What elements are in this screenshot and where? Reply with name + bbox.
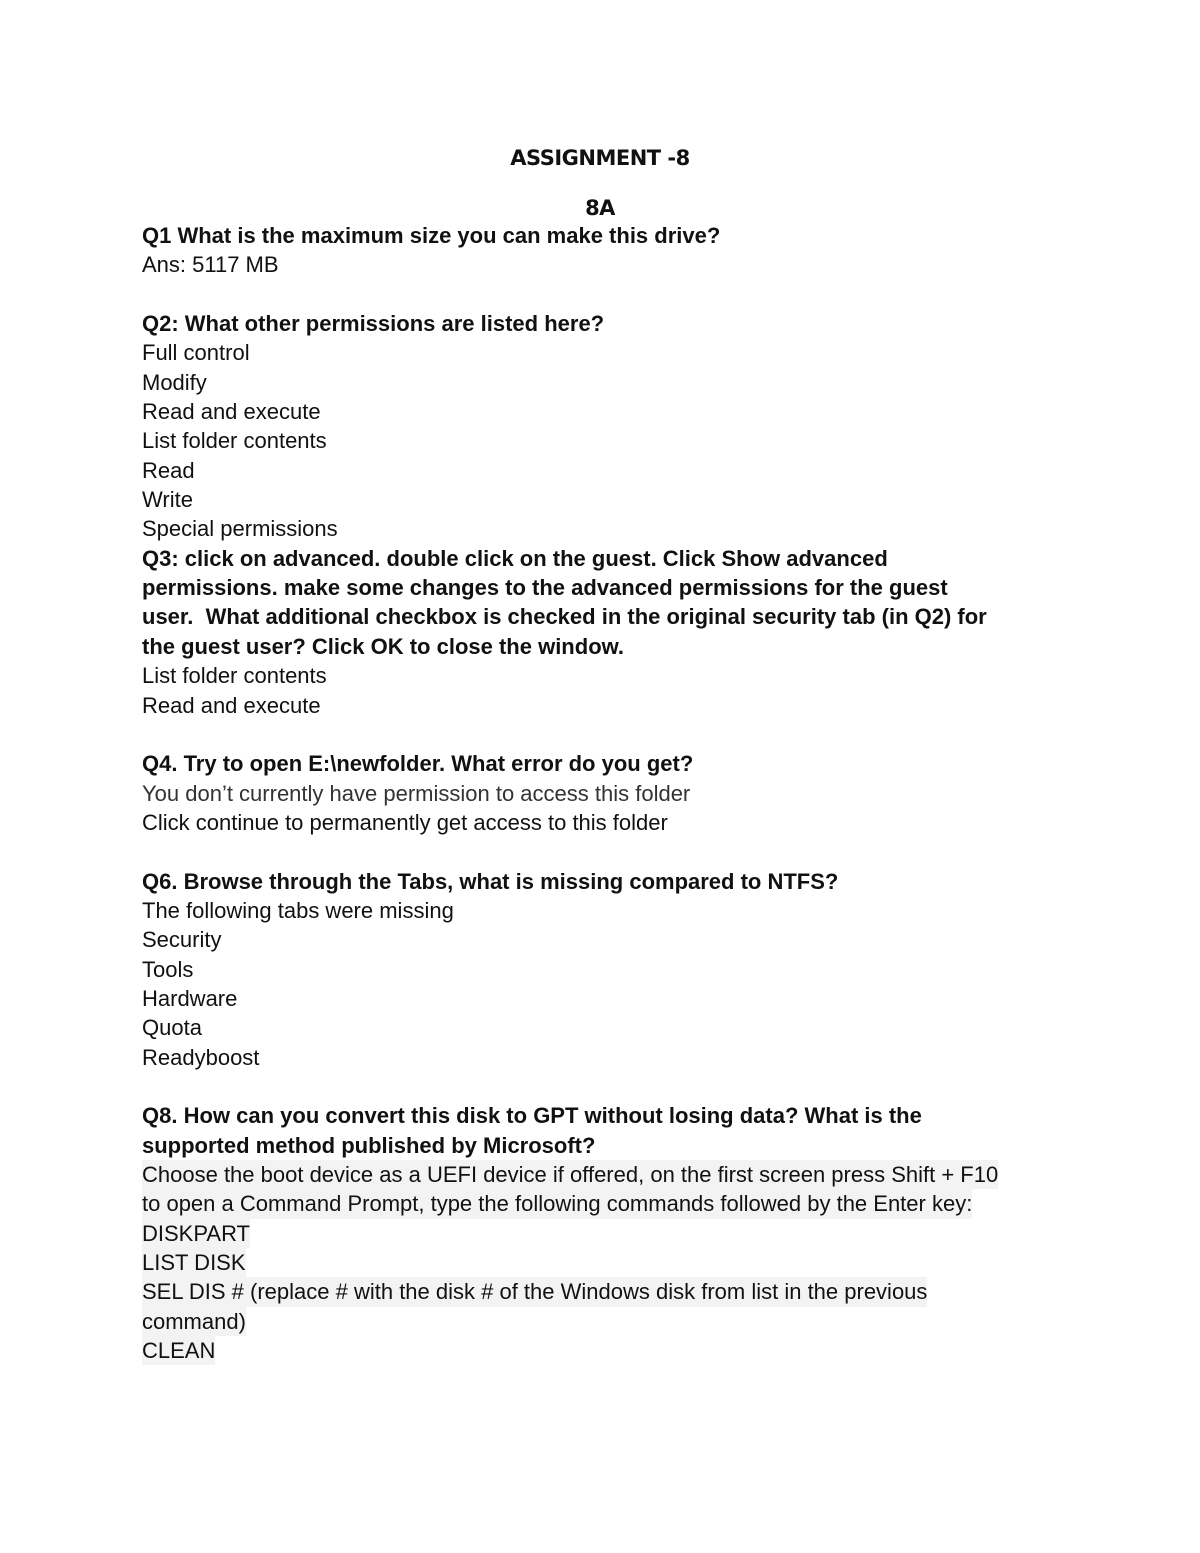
q8-answer-line: CLEAN: [142, 1336, 215, 1365]
q2-answer-line: Modify: [142, 369, 207, 395]
q4-question: Q4. Try to open E:\newfolder. What error do you get?: [142, 751, 694, 777]
q2-answer-line: List folder contents: [142, 428, 327, 454]
q1-answer: Ans: 5117 MB: [142, 252, 279, 278]
q3-answer-line: List folder contents: [142, 663, 327, 689]
q8-question-line: supported method published by Microsoft?: [142, 1132, 596, 1158]
spacer: [142, 1072, 1072, 1101]
q8-answer-line: SEL DIS # (replace # with the disk # of the Windows disk from list in the previous: [142, 1277, 927, 1306]
q6-answer-line: Tools: [142, 956, 194, 982]
q3-question-line: user. What additional checkbox is checked in the original security tab (in Q2) for: [142, 604, 987, 630]
q6-answer-line: Hardware: [142, 985, 238, 1011]
q2-question: Q2: What other permissions are listed here?: [142, 311, 605, 337]
q2-answer-line: Special permissions: [142, 516, 338, 542]
q4-answer-line: You don’t currently have permission to access this folder: [142, 780, 691, 806]
q8-answer-line: DISKPART: [142, 1219, 250, 1248]
spacer: [142, 720, 1072, 749]
q4-answer-line: Click continue to permanently get access to this folder: [142, 809, 668, 835]
q2-answer-line: Write: [142, 487, 193, 513]
q8-answer-line: Choose the boot device as a UEFI device if offered, on the first screen press Shift + F10: [142, 1160, 998, 1189]
q8-answer-line: LIST DISK: [142, 1248, 246, 1277]
q8-question-line: Q8. How can you convert this disk to GPT without losing data? What is the: [142, 1103, 922, 1129]
q6-answer-line: Security: [142, 927, 222, 953]
document-subtitle: 8A: [585, 196, 615, 220]
q1-question: Q1 What is the maximum size you can make this drive?: [142, 223, 721, 248]
q6-question: Q6. Browse through the Tabs, what is missing compared to NTFS?: [142, 868, 839, 894]
q6-answer-line: Quota: [142, 1015, 202, 1041]
q8-answer-line: command): [142, 1307, 246, 1336]
q3-question-line: Q3: click on advanced. double click on the guest. Click Show advanced: [142, 545, 888, 571]
q3-question-line: permissions. make some changes to the advanced permissions for the guest: [142, 575, 948, 601]
spacer: [142, 280, 1072, 309]
q2-answer-line: Full control: [142, 340, 250, 366]
q2-answer-line: Read: [142, 457, 195, 483]
q6-answer-line: The following tabs were missing: [142, 897, 454, 923]
q8-answer-line: to open a Command Prompt, type the following commands followed by the Enter key:: [142, 1189, 972, 1218]
spacer: [142, 837, 1072, 866]
q6-answer-line: Readyboost: [142, 1044, 260, 1070]
q2-answer-line: Read and execute: [142, 399, 321, 425]
q3-question-line: the guest user? Click OK to close the window.: [142, 633, 625, 659]
document-title: ASSIGNMENT -8: [510, 146, 690, 170]
document-body: [142, 221, 1072, 1365]
q3-answer-line: Read and execute: [142, 692, 321, 718]
